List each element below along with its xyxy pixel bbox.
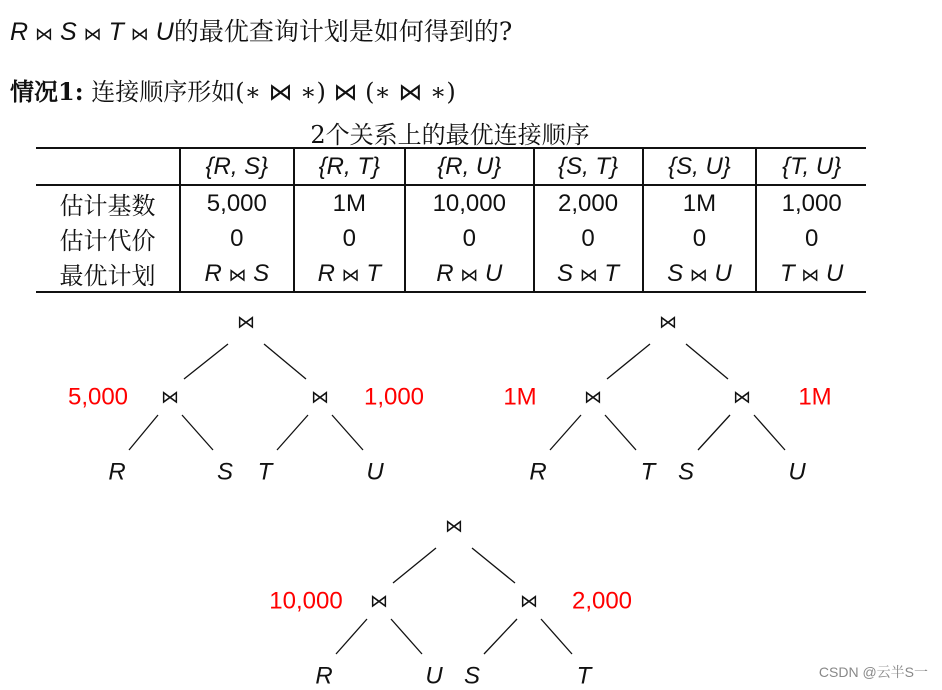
plan-cell: R ⋈ U: [405, 256, 533, 292]
plan-cell: T ⋈ U: [779, 259, 844, 287]
relation-s: S: [59, 18, 77, 46]
cell: 0: [180, 221, 294, 256]
leaf-relation: S: [463, 662, 481, 690]
leaf-relation: T: [640, 458, 656, 486]
row-label: 估计代价: [36, 221, 180, 256]
cell: 1,000: [781, 189, 842, 217]
join-symbol: ⋈: [237, 312, 255, 332]
join-symbol: ⋈: [161, 387, 179, 407]
leaf-relation: R: [315, 662, 333, 690]
tree-edge: [754, 415, 785, 450]
tree-edge: [184, 344, 228, 379]
case-formula: (∗ ⋈ ∗) ⋈ (∗ ⋈ ∗): [235, 78, 456, 106]
plan-cell: S ⋈ U: [643, 256, 757, 292]
cell: 0: [405, 221, 533, 256]
relation-u: U: [155, 18, 174, 46]
tree-edge: [336, 619, 367, 654]
plan-cell: R ⋈ T: [294, 256, 405, 292]
leaf-relation: U: [425, 662, 443, 690]
cell: 10,000: [405, 185, 533, 221]
leaf-relation: U: [366, 458, 384, 486]
plan-cell: R ⋈ S: [180, 256, 294, 292]
column-header: {R, U}: [405, 148, 533, 185]
tree-edge: [277, 415, 308, 450]
tree-edge: [129, 415, 158, 450]
cost-label: 1,000: [363, 383, 425, 411]
join-symbol: ⋈: [520, 591, 538, 611]
leaf-relation: U: [788, 458, 806, 486]
join-symbol: ⋈: [445, 516, 463, 536]
tree-edge: [605, 415, 636, 450]
cell: 0: [643, 221, 757, 256]
cell: 2,000: [534, 185, 643, 221]
leaf-relation: S: [216, 458, 234, 486]
join-symbol: ⋈: [311, 387, 329, 407]
case-text: 连接顺序形如: [91, 78, 236, 106]
cost-label: 5,000: [67, 383, 129, 411]
leaf-relation: T: [257, 458, 273, 486]
relation-t: T: [108, 18, 124, 46]
join-symbol: ⋈: [370, 591, 388, 611]
cell: 0: [534, 221, 643, 256]
table-caption: 2个关系上的最优连接顺序: [310, 121, 590, 149]
cost-label: 1M: [798, 383, 832, 411]
tree-edge: [391, 619, 422, 654]
tree-edge: [550, 415, 581, 450]
join-symbol: ⋈: [733, 387, 751, 407]
case-label: 情况1:: [10, 77, 84, 106]
join-symbol: ⋈: [584, 387, 602, 407]
join-symbol: ⋈: [83, 24, 102, 44]
join-symbol: ⋈: [130, 24, 149, 44]
tree-edge: [607, 344, 650, 379]
title-question: 的最优查询计划是如何得到的?: [173, 17, 513, 46]
tree-edge: [264, 344, 306, 379]
row-label: 最优计划: [36, 256, 180, 292]
column-header: {S, U}: [643, 148, 757, 185]
column-header: {S, T}: [534, 148, 643, 185]
tree-edge: [393, 548, 436, 583]
tree-edge: [686, 344, 728, 379]
column-header: {R, S}: [180, 148, 294, 185]
cell: 0: [804, 224, 819, 252]
cost-label: 2,000: [571, 587, 633, 615]
leaf-relation: S: [677, 458, 695, 486]
leaf-relation: R: [108, 458, 126, 486]
row-label: 估计基数: [36, 185, 180, 221]
leaf-relation: R: [529, 458, 547, 486]
cell: 1M: [294, 185, 405, 221]
join-symbol: ⋈: [659, 312, 677, 332]
tree-edge: [541, 619, 572, 654]
cell: 5,000: [180, 185, 294, 221]
tree-edge: [698, 415, 730, 450]
cost-label: 10,000: [269, 587, 343, 615]
plan-cell: S ⋈ T: [534, 256, 643, 292]
tree-edge: [472, 548, 515, 583]
relation-r: R: [10, 18, 29, 46]
cell: 1M: [643, 185, 757, 221]
watermark: CSDN @云半S一: [818, 664, 928, 680]
column-header: {T, U}: [782, 152, 842, 180]
cost-label: 1M: [503, 383, 537, 411]
join-symbol: ⋈: [35, 24, 54, 44]
tree-edge: [332, 415, 363, 450]
column-header: {R, T}: [294, 148, 405, 185]
tree-edge: [182, 415, 213, 450]
tree-edge: [484, 619, 517, 654]
leaf-relation: T: [576, 662, 592, 690]
cell: 0: [294, 221, 405, 256]
